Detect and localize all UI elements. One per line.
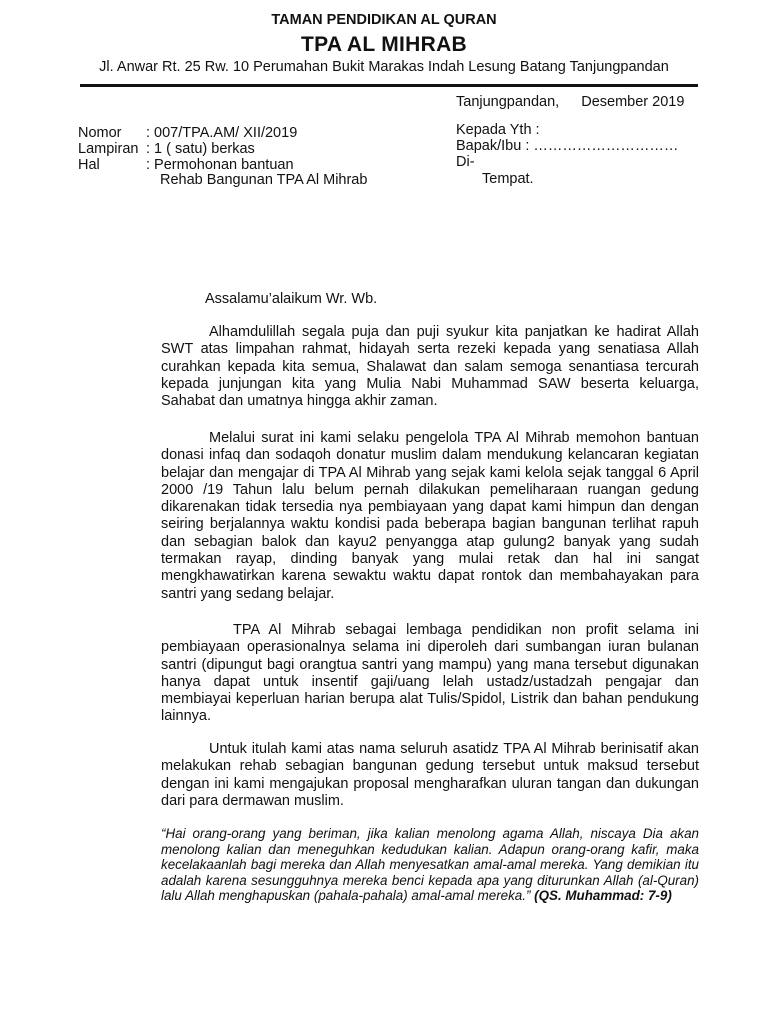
recipient-line1: Kepada Yth : xyxy=(456,122,540,138)
lampiran-label: Lampiran xyxy=(78,140,139,157)
lampiran-value: : 1 ( satu) berkas xyxy=(146,140,255,157)
nomor-label: Nomor xyxy=(78,125,122,141)
letter-date xyxy=(456,94,684,110)
quran-quote xyxy=(161,826,699,904)
paragraph-3: TPA Al Mihrab sebagai lembaga pendidikan non profit selama ini pembiayaan operasionalnya selama ini diperoleh dari sumbangan iuran bulanan santri (dipungut bagi orangtua santri yang mampu) yang mana tersebut digunakan hanya dapat untuk insentif gaji/uang lelah ustadz/ustadzah pengajar dan membiayai keperluan harian berupa alat Tulis/Spidol, Listrik dan bahan pendukung lainnya. xyxy=(161,622,699,725)
paragraph-1: Alhamdulillah segala puja dan puji syukur kita panjatkan ke hadirat Allah SWT atas limpahan rahmat, hidayah serta rezeki kepada yang senatiasa Allah curahkan kepada kita semua, Shalawat dan salam semoga senantiasa tercurah kepada junjungan kita yang Mulia Nabi Muhammad SAW beserta keluarga, Sahabat dan umatnya hingga akhir zaman. xyxy=(161,324,699,410)
org-address: Jl. Anwar Rt. 25 Rw. 10 Perumahan Bukit Marakas Indah Lesung Batang Tanjungpandan xyxy=(99,59,669,75)
nomor-value: : 007/TPA.AM/ XII/2019 xyxy=(146,125,298,141)
letterhead-divider xyxy=(80,84,698,87)
hal-label: Hal xyxy=(78,156,100,173)
paragraph-4: Untuk itulah kami atas nama seluruh asatidz TPA Al Mihrab berinisatif akan melakukan rehab sebagian bangunan gedung tersebut untuk maksud tersebut dengan ini kami mengajukan proposal mengharafkan uluran tangan dan dukungan dari para dermawan muslim. xyxy=(161,741,699,809)
org-type-heading: TAMAN PENDIDIKAN AL QURAN xyxy=(271,12,497,28)
date-month-year: Desember 2019 xyxy=(581,94,685,110)
paragraph-2: Melalui surat ini kami selaku pengelola TPA Al Mihrab memohon bantuan donasi infaq dan sodaqoh donatur muslim dalam mendukung kelancaran kegiatan belajar dan mengajar di TPA Al Mihrab yang sejak kami kelola sejak tanggal 6 April 2000 /19 Tahun lalu belum pernah dilakukan pemeliharaan ruangan gedung dikarenakan tidak tersedia nya pembiayaan yang dapat kami himpun dan dengan seiring berjalannya waktu kondisi pada beberapa bagian bangunan terlihat rapuh dan sebagian balok dan kayu2 penyangga atap gulung2 banyak yang sudah termakan rayap, dinding banyak yang mulai retak dan hal ini sangat mengkhawatirkan karena sewaktu waktu dapat rontok dan membahayakan para santri yang sedang belajar. xyxy=(161,430,699,602)
org-name-title: TPA AL MIHRAB xyxy=(300,33,468,56)
greeting: Assalamu’alaikum Wr. Wb. xyxy=(205,291,378,307)
hal-value: : Permohonan bantuan xyxy=(146,156,294,173)
recipient-block xyxy=(456,123,678,188)
quote-source: (QS. Muhammad: 7-9) xyxy=(534,888,672,904)
recipient-line3: Di- xyxy=(456,153,475,170)
date-place: Tanjungpandan, xyxy=(456,94,560,110)
recipient-line2: Bapak/Ibu : ………………………… xyxy=(456,137,679,154)
hal-value-line2: Rehab Bangunan TPA Al Mihrab xyxy=(160,172,368,189)
quote-text: “Hai orang-orang yang beriman, jika kalian menolong agama Allah, niscaya Dia akan menolong kalian dan meneguhkan kedudukan kalian. Adapun orang-orang kafir, maka kecelakaanlah bagi mereka dan Allah menyesatkan amal-amal mereka. Yang demikian itu adalah karena sesungguhnya mereka benci kepada apa yang diturunkan Allah (al-Quran) lalu Allah menghapuskan (pahala-pahala) amal-amal mereka.” xyxy=(161,826,699,904)
letter-meta xyxy=(78,126,367,189)
recipient-line4: Tempat. xyxy=(482,171,534,188)
